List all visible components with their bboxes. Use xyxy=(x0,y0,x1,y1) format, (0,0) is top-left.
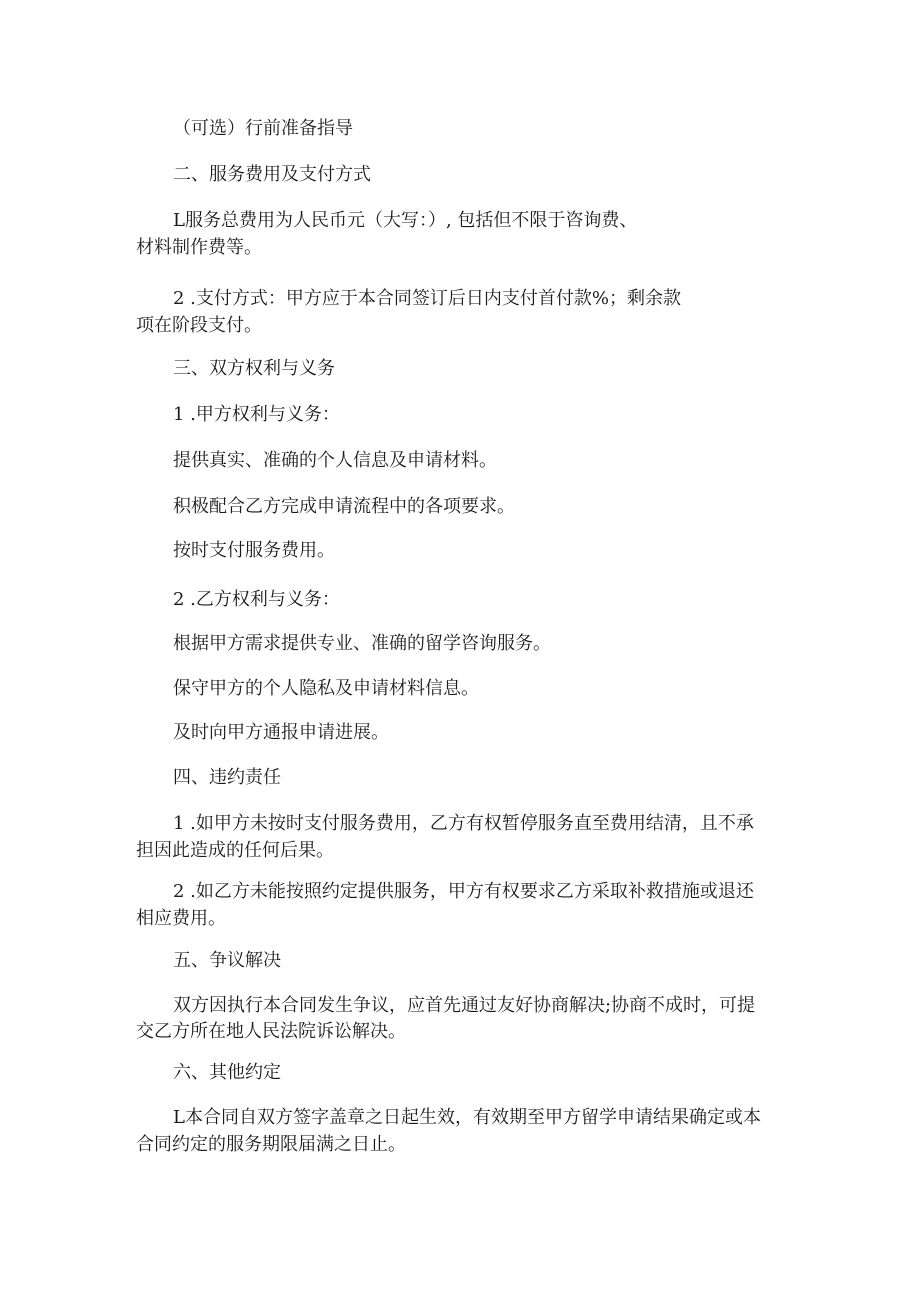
party-a-item-1: 提供真实、准确的个人信息及申请材料。 xyxy=(173,450,497,471)
fee-clause-line-2: 材料制作费等。 xyxy=(136,237,262,258)
section-heading-rights: 三、双方权利与义务 xyxy=(173,358,335,379)
other-clause-line-1: L本合同自双方签字盖章之日起生效，有效期至甲方留学申请结果确定或本 xyxy=(173,1107,761,1128)
optional-item-line: （可选）行前准备指导 xyxy=(173,118,353,139)
section-heading-other: 六、其他约定 xyxy=(173,1062,281,1083)
liability-clause-2-line-2: 相应费用。 xyxy=(136,908,226,929)
party-a-item-2: 积极配合乙方完成申请流程中的各项要求。 xyxy=(173,496,515,517)
section-heading-liability: 四、违约责任 xyxy=(173,767,281,788)
liability-clause-1-line-2: 担因此造成的任何后果。 xyxy=(136,840,334,861)
party-b-heading: 2 .乙方权利与义务： xyxy=(173,589,340,610)
dispute-clause-line-2: 交乙方所在地人民法院诉讼解决。 xyxy=(136,1021,406,1042)
party-b-item-1: 根据甲方需求提供专业、准确的留学咨询服务。 xyxy=(173,633,551,654)
liability-clause-1-line-1: 1 .如甲方未按时支付服务费用，乙方有权暂停服务直至费用结清，且不承 xyxy=(173,813,754,834)
dispute-clause-line-1: 双方因执行本合同发生争议，应首先通过友好协商解决;协商不成时，可提 xyxy=(173,995,756,1016)
section-heading-fees: 二、服务费用及支付方式 xyxy=(173,164,371,185)
liability-clause-2-line-1: 2 .如乙方未能按照约定提供服务，甲方有权要求乙方采取补救措施或退还 xyxy=(173,881,754,902)
payment-clause-line-1: 2 .支付方式：甲方应于本合同签订后日内支付首付款%；剩余款 xyxy=(173,288,681,309)
section-heading-dispute: 五、争议解决 xyxy=(173,950,281,971)
party-a-heading: 1 .甲方权利与义务： xyxy=(173,404,340,425)
fee-clause-line-1: L服务总费用为人民币元（大写：）, 包括但不限于咨询费、 xyxy=(173,210,638,231)
other-clause-line-2: 合同约定的服务期限届满之日止。 xyxy=(136,1134,406,1155)
party-b-item-2: 保守甲方的个人隐私及申请材料信息。 xyxy=(173,678,479,699)
payment-clause-line-2: 项在阶段支付。 xyxy=(136,315,262,336)
party-a-item-3: 按时支付服务费用。 xyxy=(173,540,335,561)
party-b-item-3: 及时向甲方通报申请进展。 xyxy=(173,722,389,743)
